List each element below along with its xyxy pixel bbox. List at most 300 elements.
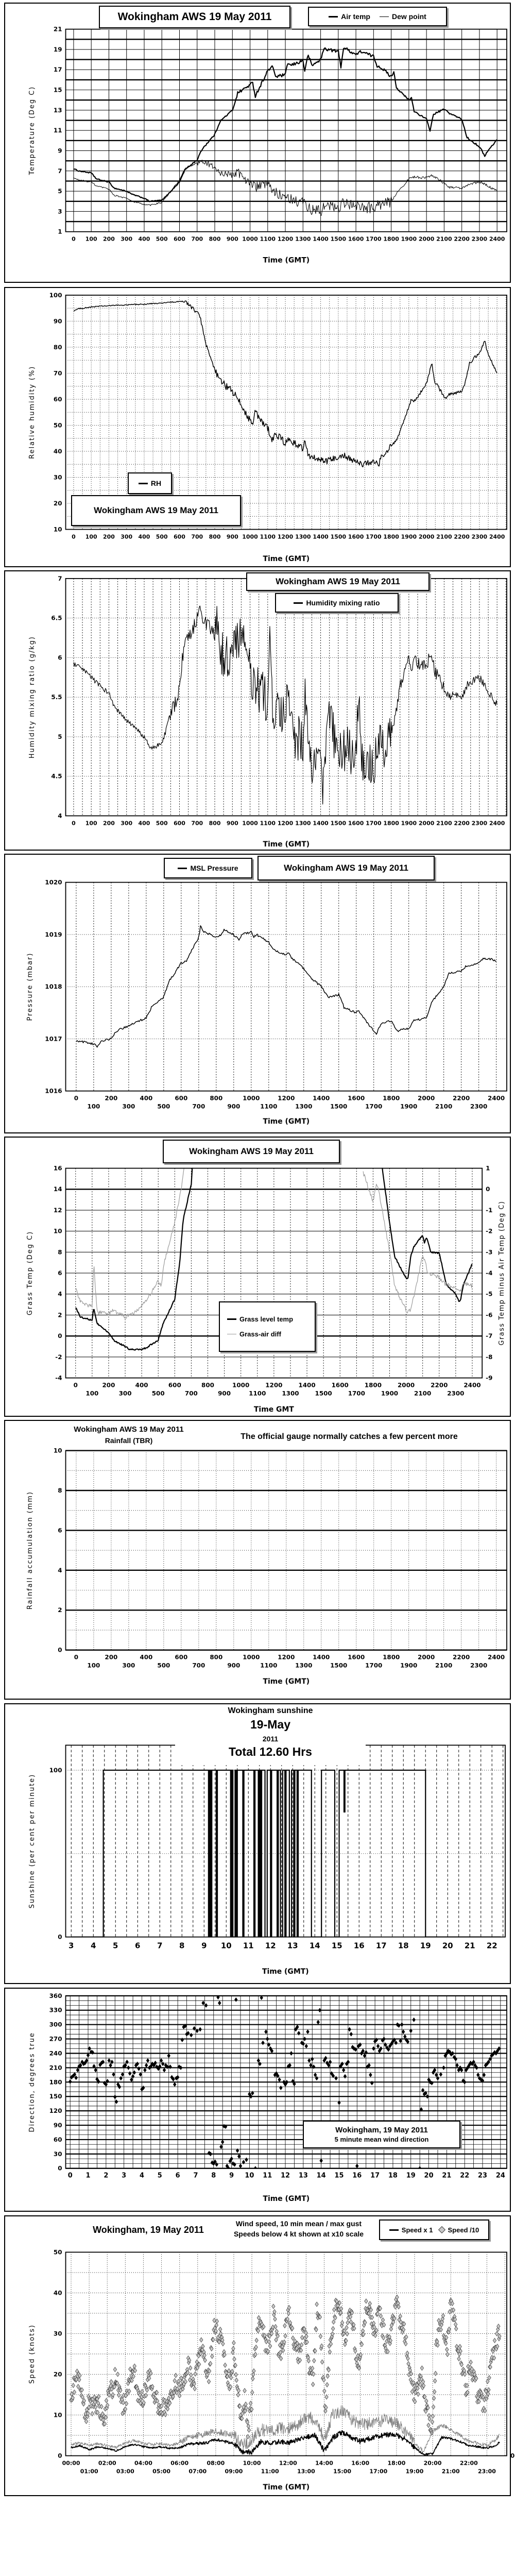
svg-text:0: 0 [72, 235, 76, 243]
svg-text:100: 100 [85, 533, 97, 540]
svg-text:2000: 2000 [418, 820, 435, 827]
svg-text:500: 500 [156, 820, 168, 827]
svg-text:1400: 1400 [313, 235, 329, 243]
svg-text:800: 800 [209, 820, 221, 827]
svg-text:Humidity mixing ratio (g/kg): Humidity mixing ratio (g/kg) [28, 636, 36, 759]
svg-text:8: 8 [58, 1486, 62, 1494]
svg-text:400: 400 [140, 1653, 153, 1661]
svg-text:-3: -3 [486, 1248, 493, 1256]
wind-speed-subtitle1: Wind speed, 10 min mean / max gust [235, 2219, 362, 2228]
svg-text:10: 10 [245, 2172, 254, 2180]
svg-text:09:00: 09:00 [225, 2468, 243, 2475]
svg-text:300: 300 [122, 1103, 135, 1110]
svg-text:10: 10 [220, 1941, 232, 1951]
svg-text:1600: 1600 [348, 1094, 365, 1102]
svg-text:6: 6 [175, 2172, 180, 2180]
svg-text:1900: 1900 [401, 820, 417, 827]
svg-text:900: 900 [226, 235, 238, 243]
svg-text:0: 0 [67, 2172, 73, 2180]
svg-text:3: 3 [122, 2172, 127, 2180]
svg-text:01:00: 01:00 [80, 2468, 98, 2475]
legend-label-grass-air-diff: Grass-air diff [239, 1330, 281, 1338]
svg-text:700: 700 [191, 235, 203, 243]
svg-text:13: 13 [298, 2172, 308, 2180]
svg-text:-5: -5 [486, 1290, 493, 1298]
svg-text:0: 0 [72, 820, 76, 827]
svg-text:9: 9 [229, 2172, 234, 2180]
svg-text:5.5: 5.5 [51, 693, 62, 701]
svg-text:0: 0 [72, 533, 76, 540]
grass-temp-title-box [163, 1140, 340, 1163]
svg-text:400: 400 [140, 1094, 153, 1102]
svg-text:0: 0 [510, 2452, 515, 2460]
svg-text:2400: 2400 [488, 1653, 505, 1661]
wind-speed-legend [379, 2219, 489, 2240]
svg-text:4: 4 [58, 812, 62, 820]
svg-text:1400: 1400 [313, 820, 329, 827]
svg-text:800: 800 [209, 533, 221, 540]
svg-text:100: 100 [85, 820, 97, 827]
svg-text:1800: 1800 [383, 533, 399, 540]
svg-text:1600: 1600 [331, 1381, 349, 1389]
svg-text:4: 4 [139, 2172, 144, 2180]
mixing-ratio-legend [275, 593, 399, 613]
svg-text:1020: 1020 [45, 878, 62, 886]
mixing-ratio-chart-canvas [5, 571, 510, 850]
svg-text:23:00: 23:00 [478, 2468, 496, 2475]
sunshine-total: Total 12.60 Hrs [229, 1745, 312, 1758]
svg-text:0: 0 [486, 1185, 490, 1193]
svg-text:22: 22 [486, 1941, 497, 1951]
svg-text:600: 600 [174, 235, 185, 243]
svg-text:100: 100 [87, 1662, 100, 1669]
svg-text:Grass Temp (Deg C): Grass Temp (Deg C) [26, 1231, 34, 1316]
svg-text:500: 500 [151, 1389, 165, 1397]
svg-text:1800: 1800 [383, 1094, 400, 1102]
svg-text:900: 900 [226, 820, 238, 827]
svg-text:300: 300 [49, 2021, 62, 2028]
legend-label-air-temp: Air temp [341, 12, 370, 21]
svg-text:20: 20 [442, 1941, 453, 1951]
svg-text:800: 800 [210, 1653, 223, 1661]
svg-text:1500: 1500 [330, 235, 347, 243]
svg-text:Speed (knots): Speed (knots) [28, 2324, 36, 2384]
svg-text:12: 12 [265, 1941, 276, 1951]
svg-text:0: 0 [73, 1381, 78, 1389]
svg-text:1700: 1700 [366, 235, 382, 243]
svg-text:400: 400 [138, 533, 150, 540]
svg-text:21: 21 [464, 1941, 475, 1951]
svg-text:2: 2 [58, 1606, 62, 1614]
svg-text:1800: 1800 [364, 1381, 382, 1389]
svg-text:10:00: 10:00 [243, 2460, 261, 2467]
svg-text:19: 19 [53, 45, 62, 53]
svg-text:1800: 1800 [383, 820, 399, 827]
svg-text:900: 900 [226, 533, 238, 540]
svg-text:120: 120 [49, 2107, 62, 2115]
legend-label-speed-div10: Speed /10 [448, 2226, 479, 2234]
svg-text:4: 4 [58, 1290, 62, 1298]
svg-text:Grass Temp minus Air Temp (Deg: Grass Temp minus Air Temp (Deg C) [498, 1200, 506, 1346]
svg-text:240: 240 [49, 2049, 62, 2057]
svg-text:1300: 1300 [295, 533, 311, 540]
svg-text:2100: 2100 [436, 235, 452, 243]
legend-label-pressure: MSL Pressure [190, 864, 238, 872]
svg-text:13: 13 [53, 106, 62, 114]
panel-sunshine [4, 1703, 511, 1984]
svg-text:0: 0 [74, 1094, 79, 1102]
svg-text:1700: 1700 [366, 820, 382, 827]
svg-text:1018: 1018 [45, 983, 62, 991]
svg-text:100: 100 [85, 1389, 99, 1397]
svg-text:1900: 1900 [381, 1389, 399, 1397]
svg-text:1017: 1017 [45, 1035, 62, 1043]
svg-text:2000: 2000 [418, 235, 435, 243]
svg-text:1500: 1500 [315, 1389, 332, 1397]
svg-text:22:00: 22:00 [459, 2460, 478, 2467]
svg-text:12: 12 [53, 1206, 62, 1214]
svg-text:200: 200 [103, 820, 115, 827]
svg-text:700: 700 [184, 1389, 198, 1397]
svg-text:300: 300 [121, 533, 133, 540]
svg-text:2: 2 [104, 2172, 109, 2180]
svg-text:Temperature (Deg C): Temperature (Deg C) [28, 86, 36, 175]
svg-text:6: 6 [135, 1941, 141, 1951]
svg-text:200: 200 [105, 1653, 118, 1661]
svg-text:-4: -4 [486, 1269, 493, 1277]
svg-text:2400: 2400 [489, 533, 505, 540]
legend-label-dew-point: Dew point [391, 12, 426, 21]
svg-text:200: 200 [105, 1094, 118, 1102]
svg-text:600: 600 [175, 1653, 188, 1661]
svg-text:1800: 1800 [383, 235, 399, 243]
svg-text:8: 8 [211, 2172, 216, 2180]
svg-text:22: 22 [460, 2172, 470, 2180]
svg-text:03:00: 03:00 [116, 2468, 134, 2475]
dew-point-line-icon [380, 16, 389, 17]
svg-text:1200: 1200 [277, 533, 294, 540]
svg-text:16: 16 [53, 1164, 62, 1172]
svg-text:Time (GMT): Time (GMT) [263, 1677, 310, 1686]
svg-text:1500: 1500 [330, 1103, 348, 1110]
svg-text:6: 6 [58, 1269, 62, 1277]
svg-text:17: 17 [53, 66, 62, 74]
svg-text:9: 9 [201, 1941, 207, 1951]
svg-text:1600: 1600 [348, 820, 364, 827]
svg-text:1000: 1000 [243, 1094, 260, 1102]
svg-text:700: 700 [192, 1103, 205, 1110]
svg-text:19: 19 [406, 2172, 416, 2180]
svg-text:4.5: 4.5 [51, 772, 62, 780]
svg-text:60: 60 [53, 395, 62, 403]
svg-text:1100: 1100 [260, 1103, 278, 1110]
svg-text:0: 0 [58, 1933, 62, 1941]
svg-text:1600: 1600 [348, 235, 364, 243]
svg-text:11: 11 [243, 1941, 254, 1951]
svg-text:700: 700 [191, 533, 203, 540]
svg-text:30: 30 [53, 2330, 62, 2337]
svg-text:1016: 1016 [45, 1087, 62, 1095]
svg-text:2200: 2200 [431, 1381, 448, 1389]
svg-text:1400: 1400 [313, 1653, 330, 1661]
svg-text:5: 5 [58, 188, 62, 195]
svg-text:Time (GMT): Time (GMT) [263, 1117, 310, 1126]
svg-text:40: 40 [53, 447, 62, 455]
svg-text:10: 10 [53, 526, 62, 533]
svg-text:4: 4 [58, 1566, 62, 1574]
svg-text:1900: 1900 [401, 235, 417, 243]
legend-label-rh: RH [150, 479, 162, 487]
svg-text:90: 90 [53, 2122, 62, 2129]
svg-text:1900: 1900 [401, 533, 417, 540]
svg-text:2200: 2200 [454, 235, 470, 243]
svg-text:100: 100 [49, 291, 62, 299]
svg-text:11:00: 11:00 [261, 2468, 279, 2475]
svg-text:20: 20 [53, 500, 62, 507]
svg-text:2200: 2200 [454, 533, 470, 540]
svg-text:07:00: 07:00 [188, 2468, 207, 2475]
panel-temperature [4, 3, 511, 283]
svg-text:10: 10 [53, 2411, 62, 2419]
pressure-title: Wokingham AWS 19 May 2011 [284, 863, 408, 873]
svg-text:1100: 1100 [260, 235, 276, 243]
svg-text:1700: 1700 [348, 1389, 365, 1397]
rainfall-title: Wokingham AWS 19 May 2011 [74, 1425, 184, 1434]
svg-text:1: 1 [85, 2172, 91, 2180]
svg-text:500: 500 [157, 1103, 170, 1110]
svg-text:200: 200 [102, 1381, 115, 1389]
svg-text:1000: 1000 [242, 235, 258, 243]
svg-text:1200: 1200 [278, 1094, 295, 1102]
rainfall-note: The official gauge normally catches a few percent more [241, 1432, 458, 1441]
svg-text:Relative humidity (%): Relative humidity (%) [28, 365, 36, 459]
svg-text:17: 17 [375, 1941, 387, 1951]
svg-text:80: 80 [53, 343, 62, 351]
svg-text:7: 7 [58, 574, 62, 582]
svg-text:1200: 1200 [277, 820, 294, 827]
svg-text:6.5: 6.5 [51, 614, 62, 622]
svg-text:2400: 2400 [488, 1094, 505, 1102]
svg-text:2400: 2400 [489, 820, 505, 827]
speed-diamond-icon [438, 2226, 445, 2233]
svg-text:1200: 1200 [278, 1653, 295, 1661]
wind-direction-title-box [303, 2121, 460, 2148]
svg-text:-8: -8 [486, 1353, 493, 1361]
svg-text:23: 23 [478, 2172, 488, 2180]
svg-text:500: 500 [156, 533, 168, 540]
legend-label-grass-level: Grass level temp [239, 1315, 294, 1323]
svg-text:900: 900 [218, 1389, 231, 1397]
svg-text:1000: 1000 [242, 533, 258, 540]
svg-text:300: 300 [122, 1662, 135, 1669]
panel-wind-direction [4, 1988, 511, 2212]
svg-text:Time GMT: Time GMT [253, 1405, 294, 1414]
svg-text:900: 900 [227, 1103, 241, 1110]
svg-text:15: 15 [53, 86, 62, 94]
svg-text:100: 100 [85, 235, 97, 243]
svg-text:Time (GMT): Time (GMT) [262, 1968, 309, 1976]
svg-text:-2: -2 [55, 1353, 62, 1361]
svg-text:2100: 2100 [436, 820, 452, 827]
svg-text:2300: 2300 [470, 1662, 488, 1669]
svg-text:1: 1 [486, 1164, 490, 1172]
panel-wind-speed [4, 2215, 515, 2496]
svg-text:2100: 2100 [436, 533, 452, 540]
svg-text:0: 0 [58, 2164, 62, 2172]
svg-text:1400: 1400 [313, 1094, 330, 1102]
mixing-ratio-line-icon [294, 602, 303, 604]
temperature-title-box [99, 6, 290, 28]
svg-text:800: 800 [201, 1381, 214, 1389]
svg-text:8: 8 [58, 1248, 62, 1256]
svg-text:1400: 1400 [313, 533, 329, 540]
svg-text:17: 17 [370, 2172, 380, 2180]
svg-text:1700: 1700 [365, 1662, 383, 1669]
svg-text:360: 360 [49, 1992, 62, 1999]
svg-text:2400: 2400 [464, 1381, 481, 1389]
svg-text:1400: 1400 [298, 1381, 316, 1389]
mixing-ratio-title-box [246, 572, 430, 591]
svg-text:Sunshine (per cent per minute): Sunshine (per cent per minute) [28, 1773, 36, 1909]
svg-text:06:00: 06:00 [170, 2460, 189, 2467]
svg-text:11: 11 [53, 127, 62, 134]
svg-text:2000: 2000 [397, 1381, 415, 1389]
svg-text:13:00: 13:00 [297, 2468, 315, 2475]
rainfall-chart-canvas [5, 1421, 510, 1699]
speed-line-icon [389, 2229, 399, 2231]
svg-text:600: 600 [175, 1094, 188, 1102]
pressure-chart-canvas [5, 855, 510, 1132]
svg-text:12: 12 [281, 2172, 290, 2180]
svg-text:08:00: 08:00 [207, 2460, 225, 2467]
temperature-title: Wokingham AWS 19 May 2011 [117, 11, 272, 23]
svg-text:16: 16 [352, 2172, 362, 2180]
svg-text:24: 24 [495, 2172, 505, 2180]
svg-text:50: 50 [53, 2248, 62, 2256]
svg-text:05:00: 05:00 [152, 2468, 170, 2475]
svg-text:Time (GMT): Time (GMT) [263, 256, 310, 265]
svg-text:2200: 2200 [453, 1653, 470, 1661]
svg-text:30: 30 [53, 2150, 62, 2158]
svg-text:02:00: 02:00 [98, 2460, 116, 2467]
svg-text:04:00: 04:00 [134, 2460, 152, 2467]
svg-text:1100: 1100 [260, 820, 276, 827]
svg-text:900: 900 [227, 1662, 241, 1669]
rh-line-icon [139, 483, 148, 484]
svg-text:15: 15 [334, 2172, 344, 2180]
pressure-legend [164, 858, 252, 878]
svg-text:1500: 1500 [330, 533, 347, 540]
svg-text:400: 400 [138, 235, 150, 243]
panel-pressure [4, 854, 511, 1133]
svg-text:500: 500 [157, 1662, 170, 1669]
humidity-legend [128, 472, 172, 494]
svg-text:70: 70 [53, 369, 62, 377]
svg-text:60: 60 [53, 2136, 62, 2143]
svg-text:16:00: 16:00 [351, 2460, 370, 2467]
svg-text:1100: 1100 [260, 533, 276, 540]
svg-text:1200: 1200 [265, 1381, 283, 1389]
svg-text:2100: 2100 [414, 1389, 432, 1397]
svg-text:2100: 2100 [435, 1662, 453, 1669]
svg-text:1600: 1600 [348, 1653, 365, 1661]
wind-speed-chart-canvas [5, 2216, 515, 2495]
wind-direction-chart-canvas [5, 1989, 510, 2211]
svg-text:2100: 2100 [435, 1103, 453, 1110]
svg-text:100: 100 [87, 1103, 100, 1110]
legend-label-speed-x1: Speed x 1 [401, 2226, 433, 2234]
svg-text:Time (GMT): Time (GMT) [263, 555, 310, 564]
humidity-title: Wokingham AWS 19 May 2011 [94, 505, 218, 515]
legend-label-mixing-ratio: Humidity mixing ratio [306, 599, 380, 607]
svg-text:2: 2 [58, 1311, 62, 1319]
sunshine-year: 2011 [262, 1735, 279, 1743]
svg-text:1300: 1300 [295, 235, 311, 243]
svg-text:800: 800 [209, 235, 221, 243]
svg-text:0: 0 [58, 2452, 62, 2460]
temperature-legend [308, 7, 447, 26]
svg-text:18:00: 18:00 [387, 2460, 406, 2467]
mixing-ratio-title: Wokingham AWS 19 May 2011 [276, 577, 400, 586]
svg-text:0: 0 [58, 1646, 62, 1654]
svg-text:3: 3 [58, 208, 62, 215]
svg-text:2000: 2000 [418, 1653, 435, 1661]
svg-text:13: 13 [287, 1941, 298, 1951]
svg-text:1300: 1300 [295, 820, 311, 827]
sunshine-date: 19-May [250, 1718, 290, 1731]
svg-text:17:00: 17:00 [369, 2468, 388, 2475]
svg-text:1600: 1600 [348, 533, 364, 540]
svg-text:600: 600 [174, 820, 185, 827]
humidity-title-box [71, 495, 241, 526]
svg-text:1500: 1500 [330, 1662, 348, 1669]
svg-text:2300: 2300 [471, 533, 488, 540]
svg-text:2400: 2400 [489, 235, 505, 243]
svg-text:200: 200 [103, 235, 115, 243]
grass-level-line-icon [227, 1318, 236, 1320]
svg-text:2300: 2300 [471, 820, 488, 827]
svg-text:300: 300 [118, 1389, 132, 1397]
svg-text:21: 21 [53, 25, 62, 33]
svg-text:1300: 1300 [295, 1662, 313, 1669]
svg-text:1700: 1700 [365, 1103, 383, 1110]
pressure-line-icon [178, 868, 187, 869]
svg-text:1000: 1000 [243, 1653, 260, 1661]
svg-text:20: 20 [424, 2172, 434, 2180]
svg-text:600: 600 [174, 533, 185, 540]
svg-text:11: 11 [263, 2172, 272, 2180]
svg-text:14: 14 [316, 2172, 326, 2180]
svg-text:1: 1 [58, 228, 62, 235]
svg-text:-1: -1 [486, 1206, 493, 1214]
svg-text:Rainfall accumulation (mm): Rainfall accumulation (mm) [26, 1491, 34, 1610]
svg-text:-7: -7 [486, 1332, 493, 1340]
svg-text:6: 6 [58, 654, 62, 662]
svg-text:1100: 1100 [249, 1389, 266, 1397]
svg-text:19:00: 19:00 [405, 2468, 424, 2475]
svg-text:1300: 1300 [295, 1103, 313, 1110]
svg-text:10: 10 [53, 1227, 62, 1235]
svg-text:12:00: 12:00 [279, 2460, 297, 2467]
wind-speed-title: Wokingham, 19 May 2011 [93, 2225, 204, 2235]
svg-text:-2: -2 [486, 1227, 493, 1235]
svg-text:Direction, degrees true: Direction, degrees true [28, 2032, 36, 2132]
svg-text:14: 14 [309, 1941, 320, 1951]
svg-text:1200: 1200 [277, 235, 294, 243]
wind-direction-title: Wokingham, 19 May 2011 [335, 2126, 428, 2134]
svg-text:330: 330 [49, 2006, 62, 2014]
svg-text:2000: 2000 [418, 1094, 435, 1102]
